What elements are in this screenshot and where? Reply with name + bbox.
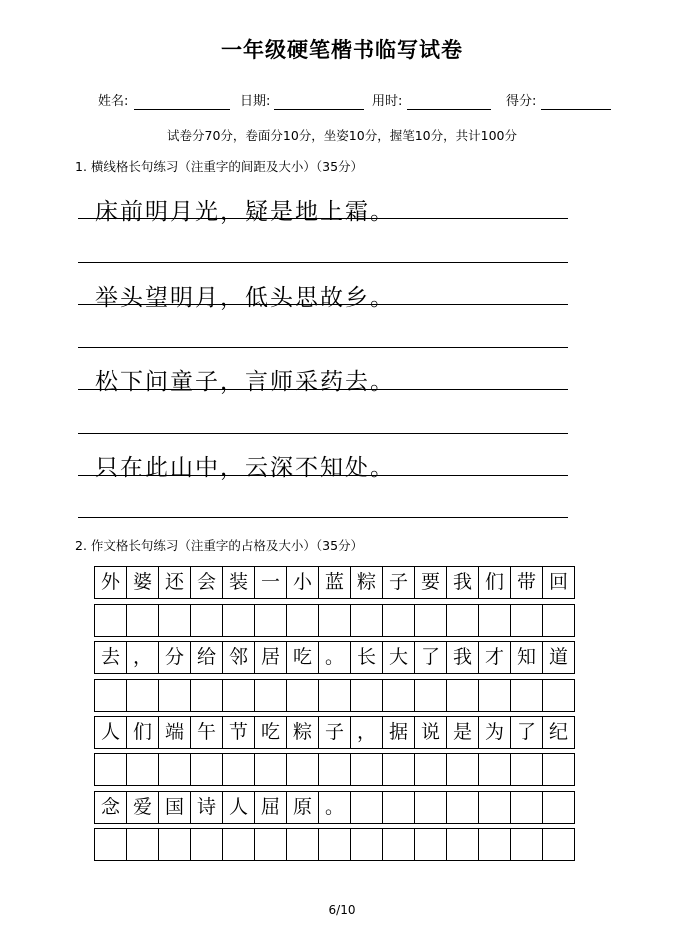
grid-cell: 吃: [254, 716, 287, 749]
grid-cell: 为: [478, 716, 511, 749]
grid-cell: 一: [254, 566, 287, 599]
grid-cell[interactable]: [94, 828, 127, 861]
grid-cell: 装: [222, 566, 255, 599]
grid-writing-row: [94, 679, 575, 712]
grid-cell: 会: [190, 566, 223, 599]
grid-cell: 爱: [126, 791, 159, 824]
grid-cell: 纪: [542, 716, 575, 749]
grid-cell[interactable]: [414, 828, 447, 861]
grid-cell: 子: [318, 716, 351, 749]
page-title: 一年级硬笔楷书临写试卷: [221, 38, 463, 62]
grid-cell[interactable]: [350, 604, 383, 637]
grid-cell: 。: [318, 641, 351, 674]
grid-cell: 小: [286, 566, 319, 599]
grid-cell[interactable]: [286, 828, 319, 861]
grid-cell[interactable]: [382, 791, 415, 824]
score-field[interactable]: [541, 109, 611, 110]
section1-heading: 1. 横线格长句练习（注重字的间距及大小）（35分）: [75, 159, 364, 174]
grid-cell: 据: [382, 716, 415, 749]
grid-cell[interactable]: [158, 679, 191, 712]
grid-cell[interactable]: [542, 679, 575, 712]
date-field[interactable]: [274, 109, 364, 110]
practice-sentence: 松下问童子，言师采药去。: [95, 369, 395, 395]
grid-cell: 粽: [286, 716, 319, 749]
grid-cell: 午: [190, 716, 223, 749]
grid-cell[interactable]: [478, 791, 511, 824]
grid-cell[interactable]: [94, 753, 127, 786]
grid-cell[interactable]: [222, 828, 255, 861]
practice-sentence: 床前明月光，疑是地上霜。: [95, 199, 395, 225]
score-label: 得分:: [506, 94, 537, 109]
grid-cell[interactable]: [158, 753, 191, 786]
grid-cell: 了: [414, 641, 447, 674]
name-label: 姓名:: [98, 94, 129, 109]
grid-cell[interactable]: [382, 604, 415, 637]
grid-cell: 粽: [350, 566, 383, 599]
grid-cell: 居: [254, 641, 287, 674]
grid-cell: 屈: [254, 791, 287, 824]
grid-cell[interactable]: [446, 791, 479, 824]
grid-cell: 节: [222, 716, 255, 749]
grid-cell[interactable]: [350, 828, 383, 861]
grid-cell: 原: [286, 791, 319, 824]
grid-cell: 去: [94, 641, 127, 674]
grid-cell[interactable]: [510, 679, 543, 712]
grid-cell[interactable]: [510, 791, 543, 824]
grid-writing-row: [94, 604, 575, 637]
section2-heading: 2. 作文格长句练习（注重字的占格及大小）（35分）: [75, 538, 364, 553]
writing-line[interactable]: [78, 433, 568, 434]
grid-cell: 说: [414, 716, 447, 749]
grid-writing-row: [94, 753, 575, 786]
sample-line: [78, 389, 568, 390]
sample-line: [78, 218, 568, 219]
grid-cell[interactable]: [286, 679, 319, 712]
grid-cell: 蓝: [318, 566, 351, 599]
grid-cell[interactable]: [478, 679, 511, 712]
grid-cell: 子: [382, 566, 415, 599]
time-used-field[interactable]: [407, 109, 491, 110]
grid-cell[interactable]: [286, 604, 319, 637]
grid-cell: 诗: [190, 791, 223, 824]
grid-sample-row: [94, 566, 575, 599]
grid-cell[interactable]: [126, 828, 159, 861]
grid-cell[interactable]: [190, 753, 223, 786]
grid-cell[interactable]: [190, 604, 223, 637]
grid-cell[interactable]: [414, 753, 447, 786]
grid-cell: 要: [414, 566, 447, 599]
grid-writing-row: [94, 828, 575, 861]
grid-cell[interactable]: [382, 753, 415, 786]
grid-cell[interactable]: [222, 604, 255, 637]
grid-cell[interactable]: [254, 828, 287, 861]
grid-cell: 分: [158, 641, 191, 674]
grid-cell[interactable]: [542, 604, 575, 637]
grid-cell[interactable]: [190, 679, 223, 712]
grid-cell: 大: [382, 641, 415, 674]
grid-cell: 我: [446, 566, 479, 599]
grid-cell[interactable]: [350, 679, 383, 712]
grid-cell[interactable]: [542, 791, 575, 824]
grid-cell[interactable]: [414, 679, 447, 712]
grid-cell: ，: [350, 716, 383, 749]
grid-cell: 国: [158, 791, 191, 824]
grid-cell[interactable]: [478, 604, 511, 637]
grid-cell: 们: [126, 716, 159, 749]
sample-line: [78, 475, 568, 476]
grid-cell[interactable]: [446, 604, 479, 637]
grid-cell: 是: [446, 716, 479, 749]
grid-cell[interactable]: [222, 753, 255, 786]
grid-cell[interactable]: [510, 828, 543, 861]
grid-cell: 外: [94, 566, 127, 599]
grid-cell: 道: [542, 641, 575, 674]
grid-cell: 带: [510, 566, 543, 599]
name-field[interactable]: [134, 109, 230, 110]
grid-cell: 给: [190, 641, 223, 674]
page-number: 6/10: [328, 903, 356, 917]
date-label: 日期:: [240, 94, 271, 109]
grid-cell[interactable]: [350, 791, 383, 824]
sample-line: [78, 304, 568, 305]
grid-cell[interactable]: [542, 828, 575, 861]
grid-cell[interactable]: [190, 828, 223, 861]
grid-cell: 人: [94, 716, 127, 749]
grid-cell[interactable]: [254, 679, 287, 712]
grid-cell: 邻: [222, 641, 255, 674]
grid-cell[interactable]: [318, 828, 351, 861]
grid-cell: 长: [350, 641, 383, 674]
grid-cell[interactable]: [446, 828, 479, 861]
grid-cell[interactable]: [446, 679, 479, 712]
grid-cell[interactable]: [286, 753, 319, 786]
writing-line[interactable]: [78, 347, 568, 348]
grid-cell: 人: [222, 791, 255, 824]
grid-cell: 了: [510, 716, 543, 749]
grid-cell: 才: [478, 641, 511, 674]
grid-cell[interactable]: [126, 679, 159, 712]
writing-line[interactable]: [78, 517, 568, 518]
grid-cell: 们: [478, 566, 511, 599]
grid-cell[interactable]: [350, 753, 383, 786]
grid-cell: 吃: [286, 641, 319, 674]
grid-cell: 端: [158, 716, 191, 749]
grid-cell[interactable]: [94, 604, 127, 637]
time-used-label: 用时:: [372, 94, 403, 109]
grid-cell: 婆: [126, 566, 159, 599]
writing-line[interactable]: [78, 262, 568, 263]
grid-cell[interactable]: [222, 679, 255, 712]
grid-sample-row: [94, 641, 575, 674]
grid-cell[interactable]: [414, 791, 447, 824]
grid-cell[interactable]: [542, 753, 575, 786]
grid-cell[interactable]: [158, 828, 191, 861]
student-info-row: [0, 90, 684, 114]
grid-cell[interactable]: [126, 604, 159, 637]
grid-cell: 知: [510, 641, 543, 674]
grid-cell[interactable]: [478, 753, 511, 786]
practice-sentence: 举头望明月，低头思故乡。: [95, 285, 395, 311]
grid-cell[interactable]: [254, 604, 287, 637]
grid-cell: 还: [158, 566, 191, 599]
grid-cell[interactable]: [414, 604, 447, 637]
grid-cell: 我: [446, 641, 479, 674]
grid-cell: 回: [542, 566, 575, 599]
grid-cell: 。: [318, 791, 351, 824]
grid-cell[interactable]: [158, 604, 191, 637]
practice-sentence: 只在此山中，云深不知处。: [95, 455, 395, 481]
grid-cell[interactable]: [318, 753, 351, 786]
grid-cell[interactable]: [382, 679, 415, 712]
grid-sample-row: [94, 716, 575, 749]
grid-cell[interactable]: [318, 604, 351, 637]
grid-cell[interactable]: [318, 679, 351, 712]
grid-cell: 念: [94, 791, 127, 824]
grid-cell[interactable]: [446, 753, 479, 786]
grid-cell: ，: [126, 641, 159, 674]
grid-cell[interactable]: [382, 828, 415, 861]
grid-cell[interactable]: [254, 753, 287, 786]
grid-cell[interactable]: [478, 828, 511, 861]
grid-cell[interactable]: [510, 753, 543, 786]
grid-sample-row: [94, 791, 575, 824]
grid-cell[interactable]: [94, 679, 127, 712]
scoring-note: 试卷分70分，卷面分10分，坐姿10分，握笔10分，共计100分: [167, 128, 517, 143]
grid-cell[interactable]: [126, 753, 159, 786]
grid-cell[interactable]: [510, 604, 543, 637]
